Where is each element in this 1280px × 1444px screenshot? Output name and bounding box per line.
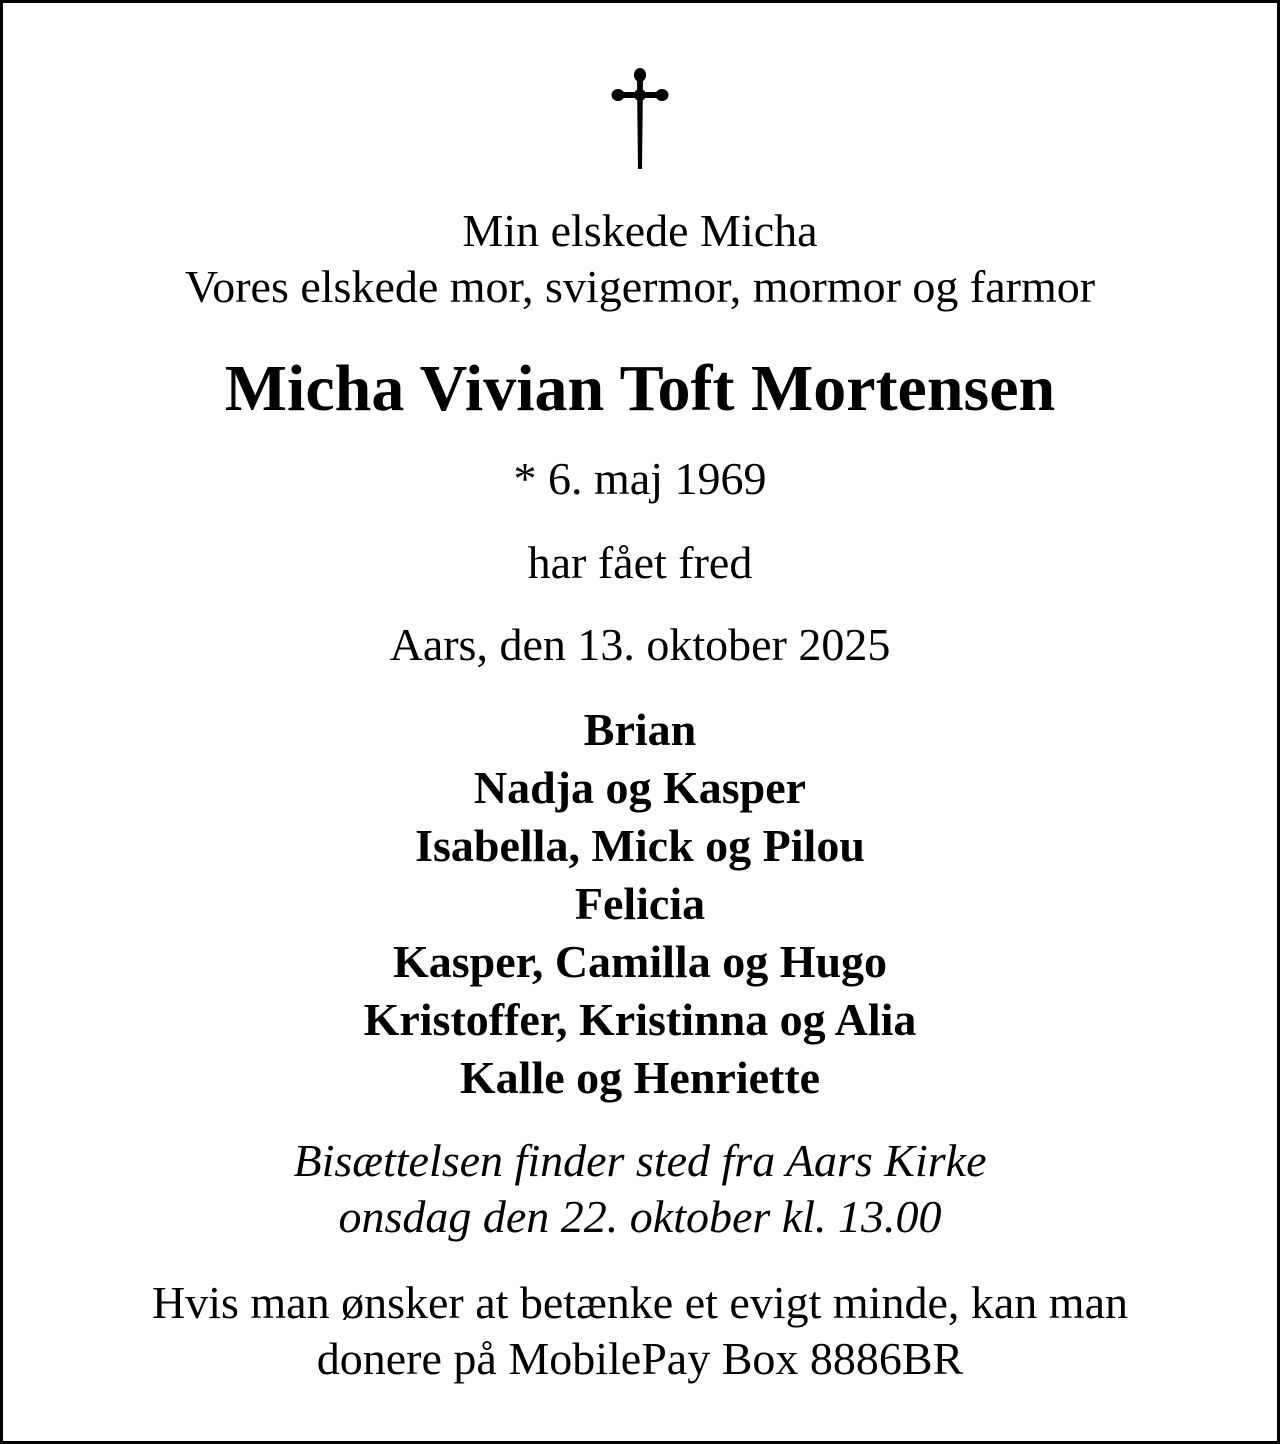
mourner-line: Kristoffer, Kristinna og Alia xyxy=(363,994,917,1045)
mourners-list xyxy=(3,701,1277,1107)
mourner-line: Kasper, Camilla og Hugo xyxy=(392,936,888,987)
donation-info xyxy=(3,1275,1277,1387)
intro-line-2: Vores elskede mor, svigermor, mormor og farmor xyxy=(184,261,1096,312)
passed-text: har fået fred xyxy=(527,537,753,588)
place-and-date: Aars, den 13. oktober 2025 xyxy=(389,619,891,670)
funeral-info xyxy=(3,1133,1277,1245)
birth-date: * 6. maj 1969 xyxy=(513,453,767,504)
mourner-line: Brian xyxy=(583,704,697,755)
funeral-line-2: onsdag den 22. oktober kl. 13.00 xyxy=(338,1191,942,1242)
mourner-line: Nadja og Kasper xyxy=(473,762,807,813)
mourner-line: Felicia xyxy=(574,878,706,929)
mourner-line: Isabella, Mick og Pilou xyxy=(415,820,865,871)
mourner-line: Kalle og Henriette xyxy=(459,1052,821,1103)
intro-line-1: Min elskede Micha xyxy=(462,205,818,256)
donation-line-1: Hvis man ønsker at betænke et evigt minde, kan man xyxy=(152,1277,1128,1328)
donation-line-2: donere på MobilePay Box 8886BR xyxy=(316,1333,964,1384)
deceased-name: Micha Vivian Toft Mortensen xyxy=(224,352,1056,425)
funeral-line-1: Bisættelsen finder sted fra Aars Kirke xyxy=(293,1135,987,1186)
cross-icon xyxy=(3,65,1277,175)
intro-text xyxy=(3,203,1277,315)
